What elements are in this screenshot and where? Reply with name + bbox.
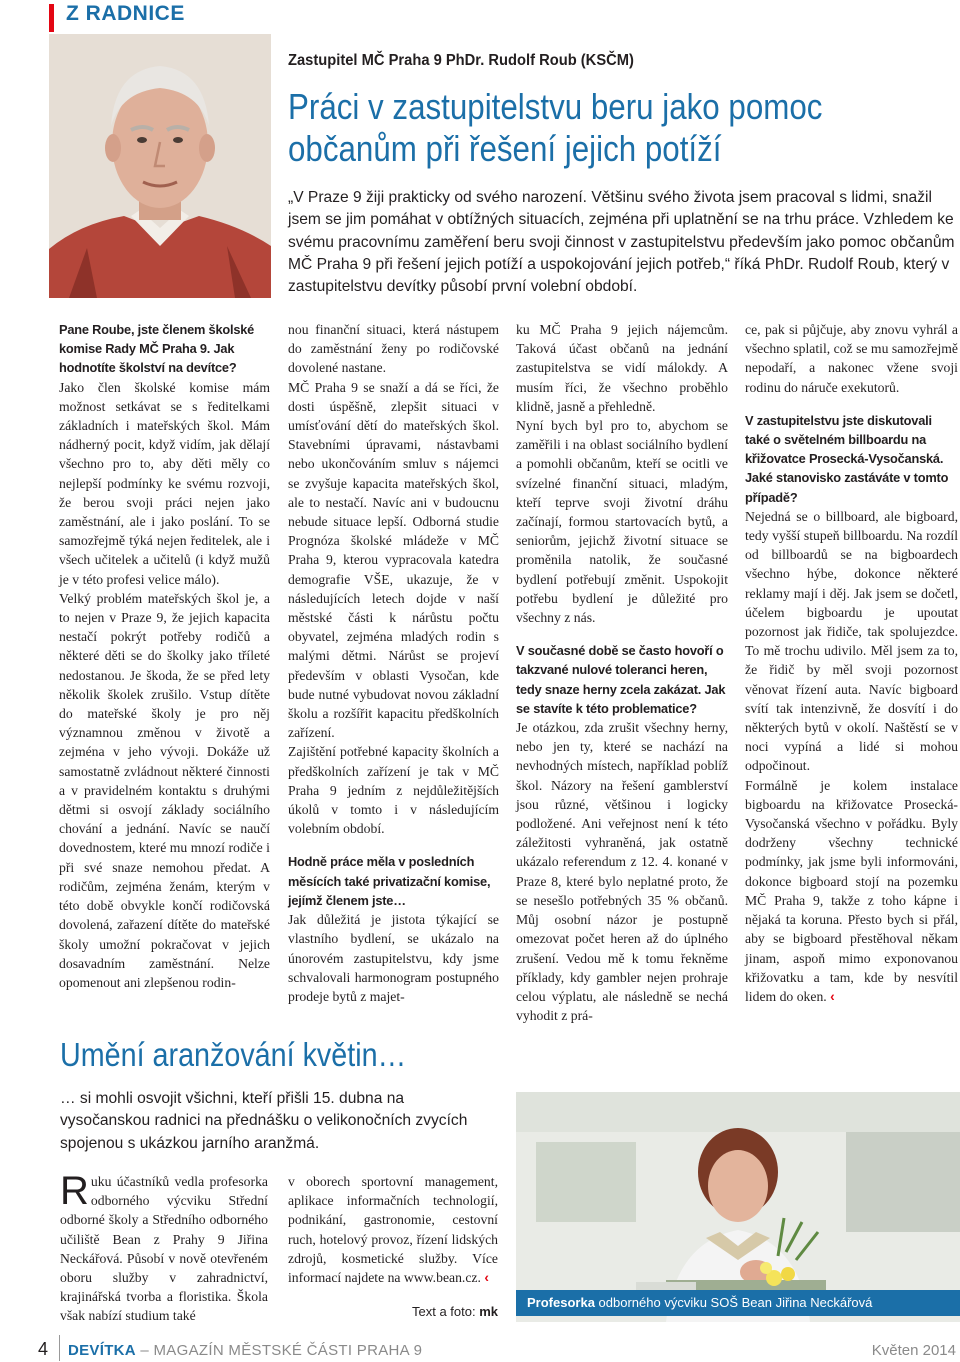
article2-column-2 bbox=[288, 1172, 498, 1287]
portrait-illustration bbox=[49, 34, 271, 298]
credit-author: mk bbox=[479, 1304, 499, 1319]
article-headline bbox=[288, 86, 871, 170]
magazine-name: DEVÍTKA bbox=[68, 1342, 136, 1359]
paragraph bbox=[60, 1169, 268, 1326]
page-number: 4 bbox=[38, 1339, 49, 1359]
credit-label: Text a foto: bbox=[412, 1304, 476, 1319]
article-column-4 bbox=[745, 320, 958, 1006]
headline-line-2: občanům při řešení jejich potíží bbox=[288, 128, 722, 169]
paragraph bbox=[745, 776, 958, 1006]
footer-divider bbox=[59, 1335, 60, 1361]
section-accent-bar bbox=[49, 4, 54, 32]
photo-caption bbox=[527, 1295, 872, 1310]
paragraph: nou finanční situaci, která nástupem do zaměstnání ženy po rodičovské dovolené nastane. bbox=[288, 322, 499, 376]
section-label: Z RADNICE bbox=[66, 2, 185, 25]
paragraph-text: uku účastníků vedla profesorka odborného výcviku Střední odborné školy a Středního odborného učiliště Bean z Prahy 9 Jiřina Neckářová. Působí v nově otevřeném oboru služby v zahradnictví, krajinářská tvorba a floristika. Škola však nabízí studium také bbox=[60, 1174, 268, 1324]
interview-question-1: Pane Roube, jste členem školské komise Rady MČ Praha 9. Jak hodnotíte školství na devítce? bbox=[59, 322, 255, 376]
interview-question-3: V současné době se často hovoří o takzvané nulové toleranci heren, tedy snaze herny zcela zakázat. Jak se stavíte k této problematice? bbox=[516, 643, 726, 716]
caption-text: odborného výcviku SOŠ Bean Jiřina Neckářová bbox=[594, 1295, 873, 1310]
article-lead: „V Praze 9 žiji prakticky od svého narození. Většinu svého života jsem pracoval s lidmi, snažil jsem se jim pomáhat v obtížných situacích, zejména při uplatnění se na trhu práce. Vzhledem ke svému pracovnímu zaměření beru svoji činnost v zastupitelstvu především jako pomoc občanům MČ Praha 9 při řešení jejich potíží a uspokojování jejich potřeb,“ říká PhDr. Rudolf Roub, který v zastupitelstvu devítky působí první volební období. bbox=[288, 189, 955, 296]
issue-date: Květen 2014 bbox=[871, 1342, 956, 1359]
article-column-3 bbox=[516, 320, 728, 1025]
paragraph bbox=[288, 1172, 498, 1287]
article2-column-1 bbox=[60, 1169, 268, 1326]
article2-lead: … si mohli osvojit všichni, kteří přišli 15. dubna na vysočanskou radnici na přednášku o velikonočních zvycích spojenou s ukázkou jarního aranžmá. bbox=[60, 1090, 468, 1152]
interview-question-2: Hodně práce měla v posledních měsících také privatizační komise, jejímž členem jste… bbox=[288, 854, 491, 908]
article-subhead: Zastupitel MČ Praha 9 PhDr. Rudolf Roub (KSČM) bbox=[288, 52, 634, 69]
floristry-photo bbox=[516, 1092, 960, 1322]
paragraph: Velký problém mateřských škol je, a to nejen v Praze 9, že jejich kapacita nestačí pokrýt potřeby rodičů a některé děti se do školky jako tříleté nedostanou. Je škoda, že se před lety několik školek zrušilo. Vstup dítěte do mateřské školy je pro něj významnou změnou v životě a zejména v jeho vývoji. Dokáže už samostatně zvládnout některé činnosti a v pravidelném kontaktu s druhými dětmi si osvojí základy sociálního chování a jednání. Navíc se naučí dovednostem, které mu mnozí rodiče i při své snaze nemohou předat. A rodičům, zejména ženám, kterým v této době obvykle končí rodičovská dovolená, zařazení dítěte do mateřské školy umožní pokračovat v jejich dosavadním zaměstnání. Nelze opomenout ani zlepšenou rodin- bbox=[59, 590, 270, 990]
magazine-subtitle: – MAGAZÍN MĚSTSKÉ ČÁSTI PRAHA 9 bbox=[135, 1342, 423, 1359]
paragraph: Jako člen školské komise mám možnost setkávat se s ředitelkami základních i mateřských škol. Mám nádherný pocit, když vidím, jak dělají všechno pro to, aby děti měly co nejlepší podmínky ke svému rozvoji, že berou svoji práci nejen jako zaměstnání, ale i jako poslání. To se samozřejmě týká nejen ředitelek, ale i všech učitelek a učitelů (i když mužů je v této profesi velice málo). bbox=[59, 379, 270, 587]
paragraph: Je otázkou, zda zrušit všechny herny, nebo jen ty, které se nachází na nevhodných místech, například poblíž škol. Názory na řešení gamblerství jsou různé, většinou i logicky podložené. Ani veřejnost není k této záležitosti vyhraněná, jak ostatně ukázalo referendum z 12. 4. konané v Praze 8, které bylo neplatné proto, že se nesešlo potřebných 35 % občanů. Můj osobní názor je postupně omezovat počet heren až do úplného zrušení. Vedou mě k tomu řekněme příklady, kdy gambler nejen prohraje celou výplatu, ale následně se nechá vyhodit z prá- bbox=[516, 720, 728, 1024]
paragraph: Nejedná se o billboard, ale bigboard, tedy vyšší stupeň billboardu. Na rozdíl od billboardů se na bigboardech všechno hýbe, dokonce některé reklamy mají i děj. Jak jsem se dočetl, účelem bigboardu je upoutat pozornost jak řidiče, tak spolujezdce. To mě trochu udivilo. Měl jsem za to, že řidič by měl svoji pozornost věnovat řízení auta. Navíc bigboard svítí tak intenzivně, že dosvítí i do některých bytů v okolí. Naštěstí se v noci vypíná a lidé si mohou odpočinout. bbox=[745, 508, 958, 774]
floristry-illustration bbox=[516, 1092, 960, 1322]
paragraph-text: v oborech sportovní management, aplikace informačních technologií, podnikání, gastronomie, cestovní ruch, hotelový provoz, řízení lidských zdrojů, kosmetické služby. Více informací najdete na www.bean.cz. bbox=[288, 1174, 498, 1286]
drop-cap: R bbox=[60, 1169, 89, 1213]
paragraph-text: Formálně je kolem instalace bigboardu na křižovatce Prosecká-Vysočanská všechno v pořádku. Byly dodrženy všechny technické podmínky, jak jsme byli informováni, dokonce bigboard stojí na pozemku MČ Praha 9, takže z toho kápne i nějaká ta koruna. Přesto bych si přál, aby se bigboard přestěhoval někam jinam, aspoň mimo exponovanou křižovatku a tam, kde by nesvítil lidem do oken. bbox=[745, 777, 958, 1004]
paragraph: ku MČ Praha 9 jejich nájemcům. Taková účast občanů na jednání zastupitelstva se vidí málokdy. A musím říci, že všechno proběhlo klidně, jasně a přehledně. bbox=[516, 322, 728, 414]
portrait-photo bbox=[49, 34, 271, 298]
caption-bold: Profesorka bbox=[527, 1295, 595, 1310]
interview-question-4: V zastupitelstvu jste diskutovali také o světelném billboardu na křižovatce Prosecká-Vysočanská. Jaké stanovisko zastáváte v tomto případě? bbox=[745, 412, 949, 505]
headline-line-1: Práci v zastupitelstvu beru jako pomoc bbox=[288, 86, 823, 127]
paragraph: Nyní bych byl pro to, abychom se zaměřili i na oblast sociálního bydlení a pomohli občanům, kteří se ocitli ve svízelné finanční situaci, mladým, kteří teprve svoji životní dráhu začínají, formou startovacích bytů, a seniorům, jejichž životní situace se proměnila natolik, že současné bydlení potřebují změnit. Uspokojit potřebu bydlení je důležité pro všechny z nás. bbox=[516, 418, 728, 626]
paragraph: Jak důležitá je jistota týkající se vlastního bydlení, se ukázalo na únorovém zastupitelstvu, kdy jsme schvalovali harmonogram postupného prodeje bytů z majet- bbox=[288, 912, 499, 1004]
magazine-title bbox=[68, 1342, 422, 1359]
article2-end-mark: ‹ bbox=[484, 1270, 489, 1286]
article-column-2 bbox=[288, 320, 499, 1006]
article-column-1 bbox=[59, 320, 270, 992]
photo-credit bbox=[412, 1304, 498, 1319]
paragraph: ce, pak si půjčuje, aby znovu vyhrál a všechno splatil, což se mu samozřejmě nepodaří, a nakonec vžene svoji rodinu do náruče exekutorů. bbox=[745, 322, 958, 395]
paragraph: Zajištění potřebné kapacity školních a předškolních zařízení je tak v MČ Praha 9 jedním z nejdůležitějších úkolů v tomto i v následujícím volebním období. bbox=[288, 744, 499, 837]
article-end-mark: ‹ bbox=[830, 988, 835, 1004]
paragraph: MČ Praha 9 se snaží a dá se říci, že dosti úspěšně, zlepšit situaci v umísťování dětí do mateřských škol. Stavebními úpravami, nástavbami nebo ukončováním smluv s nájemci se zvyšuje kapacita mateřských škol, ale to nestačí. Navíc ani v budoucnu nebude situace lepší. Odborná studie Prognóza školské mládeže v MČ Praha 9, kterou vypracovala katedra demografie VŠE, ukazuje, že v následujících letech dojde v naší městské části k nárůstu počtu obyvatel, zejména mladých rodin s malými dětmi. Nárůst se projeví především v oblasti Vysočan, kde bude nutné vybudovat novou základní školu a rozšířit kapacitu předškolních zařízení. bbox=[288, 379, 499, 741]
article2-headline: Umění aranžování květin… bbox=[60, 1036, 407, 1073]
